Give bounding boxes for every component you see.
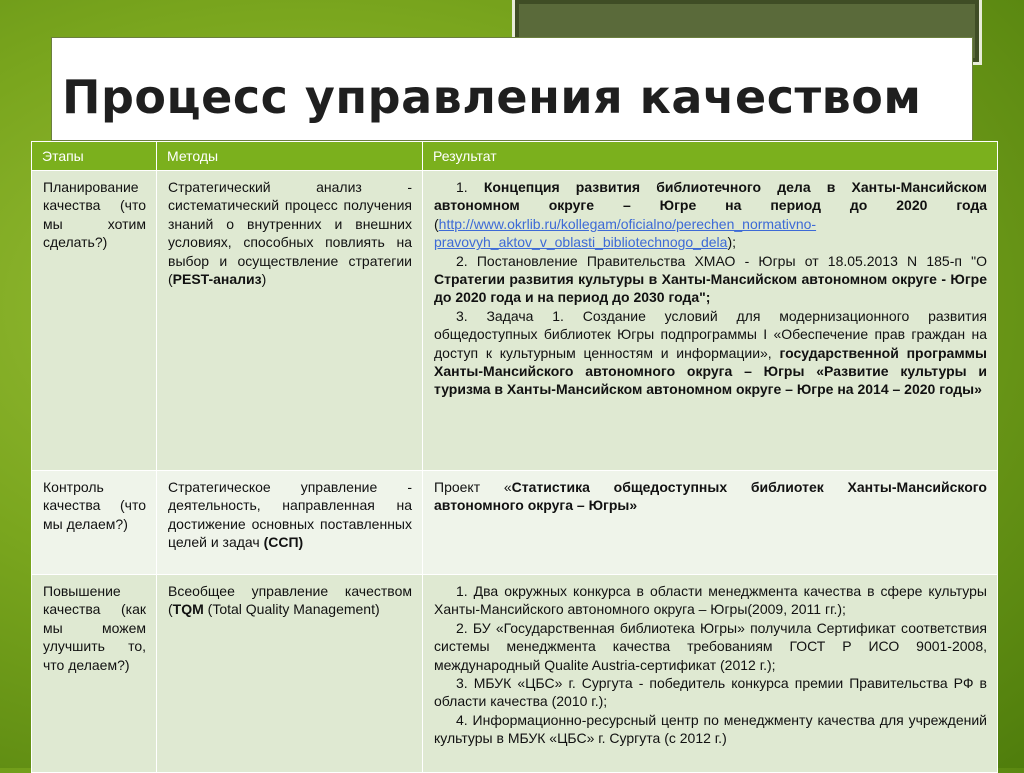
stage-cell: Повышение качества (как мы можем улучшить то, что делаем?) — [32, 575, 157, 773]
result-item: 1. Концепция развития библиотечного дела в Ханты-Мансийском автономном округе – Югре на период до 2020 года (http://www.okrlib.ru/kollegam/oficialno/perechen_normativno-pravovyh_aktov_v_oblasti_bibliotechnogo_dela); — [434, 179, 987, 251]
header-methods: Методы — [157, 142, 423, 171]
result-cell: Проект «Статистика общедоступных библиотек Ханты-Мансийского автономного округа – Югры» — [423, 471, 998, 575]
result-item: 2. БУ «Государственная библиотека Югры» получила Сертификат соответствия системы менеджмента качества требованиям ГОСТ Р ИСО 9001-2008, международный Qualite Austria-сертификат (2012 г.); — [434, 619, 987, 673]
stage-cell: Контроль качества (что мы делаем?) — [32, 471, 157, 575]
result-cell — [423, 575, 998, 773]
quality-process-table — [31, 141, 998, 773]
table-header-row — [32, 142, 998, 171]
result-item: 2. Постановление Правительства ХМАО - Югры от 18.05.2013 N 185-п "О Стратегии развития культуры в Ханты-Мансийском автономном округе - Югре до 2020 года и на период до 2030 года"; — [434, 252, 987, 306]
regulations-link[interactable]: http://www.okrlib.ru/kollegam/oficialno/perechen_normativno-pravovyh_aktov_v_oblasti_bibliotechnogo_dela — [434, 215, 817, 251]
methods-cell: Всеобщее управление качеством (TQM (Total Quality Management) — [157, 575, 423, 773]
table-row-improvement — [32, 575, 998, 773]
header-result: Результат — [423, 142, 998, 171]
slide-title: Процесс управления качеством — [62, 70, 922, 124]
result-item: 1. Два окружных конкурса в области менеджмента качества в сфере культуры Ханты-Мансийского автономного округа – Югры(2009, 2011 гг.); — [434, 583, 987, 618]
methods-cell: Стратегическое управление - деятельность, направленная на достижение основных поставленных целей и задач (ССП) — [157, 471, 423, 575]
methods-cell: Стратегический анализ - систематический процесс получения знаний о внутренних и внешних условиях, способных повлиять на выбор и осуществление стратегии (PEST-анализ) — [157, 171, 423, 471]
header-stages: Этапы — [32, 142, 157, 171]
result-item: 3. Задача 1. Создание условий для модернизационного развития общедоступных библиотек Югры подпрограммы I «Обеспечение прав граждан на доступ к культурным ценностям и информации», государственной программы Ханты-Мансийского автономного округа – Югры «Развитие культуры и туризма в Ханты-Мансийском автономном округе – Югре на 2014 – 2020 годы» — [434, 307, 987, 398]
stage-cell: Планирование качества (что мы хотим сделать?) — [32, 171, 157, 471]
result-item: 4. Информационно-ресурсный центр по менеджменту качества для учреждений культуры в МБУК «ЦБС» г. Сургута (с 2012 г.) — [434, 711, 987, 747]
result-cell — [423, 171, 998, 471]
result-item: 3. МБУК «ЦБС» г. Сургута - победитель конкурса премии Правительства РФ в области качества (2010 г.); — [434, 675, 987, 710]
table-row-control — [32, 471, 998, 575]
table-row-planning — [32, 171, 998, 471]
